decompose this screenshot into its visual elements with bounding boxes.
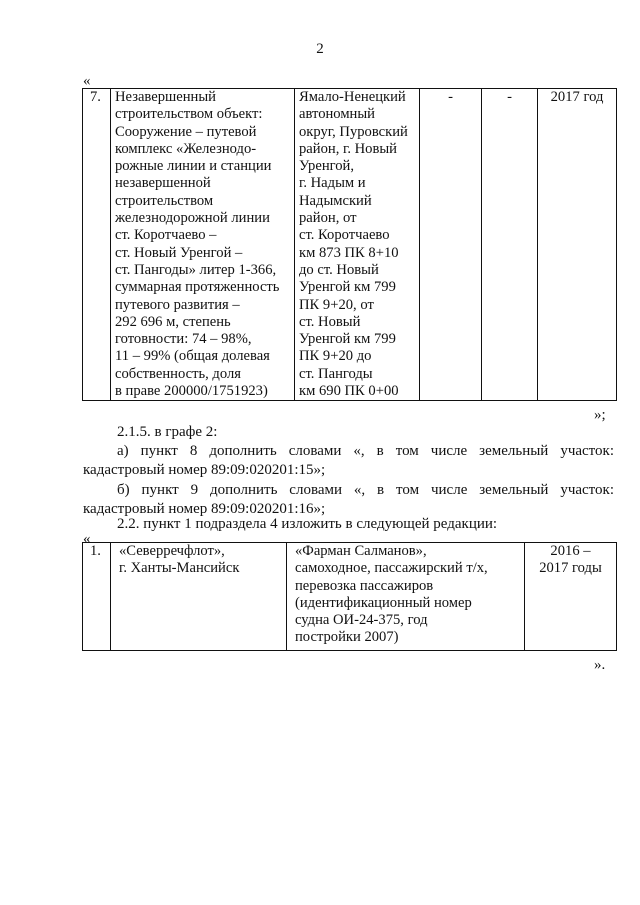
page-number: 2	[316, 41, 324, 57]
paragraph-2-1-5: 2.1.5. в графе 2:	[117, 424, 218, 440]
paragraph-a-line-1: а) пункт 8 дополнить словами «, в том числе земельный участок:	[117, 443, 614, 459]
close-quote-2: ».	[594, 657, 606, 673]
paragraph-b-line-2: кадастровый номер 89:09:020201:16»;	[83, 501, 326, 517]
paragraph-2-2: 2.2. пункт 1 подраздела 4 изложить в следующей редакции:	[117, 516, 498, 532]
table-row	[83, 543, 617, 651]
paragraph-b-line-1: б) пункт 9 дополнить словами «, в том числе земельный участок:	[117, 482, 614, 498]
close-quote-1: »;	[594, 407, 606, 423]
cell-dash-2: -	[482, 89, 538, 401]
cell-year: 2017 год	[538, 89, 617, 401]
company-name: «Северречфлот», г. Ханты-Мансийск	[111, 543, 287, 651]
table-row	[83, 89, 617, 401]
cell-dash-1: -	[420, 89, 482, 401]
item-number: 1.	[83, 543, 111, 651]
years: 2016 – 2017 годы	[525, 543, 617, 651]
object-description: Незавершенный строительством объект: Сооружение – путевой комплекс «Железнодо- рожные линии и станции незавершенной строительством железнодорожной линии ст. Коротчаево – ст. Новый Уренгой – ст. Пангоды» литер 1-366, суммарная протяженность путевого развития – 292 696 м, степень готовности: 74 – 98%, 11 – 99% (общая долевая собственность, доля в праве 200000/1751923)	[111, 89, 295, 401]
object-location: Ямало-Ненецкий автономный округ, Пуровский район, г. Новый Уренгой, г. Надым и Надымский район, от ст. Коротчаево км 873 ПК 8+10 до ст. Новый Уренгой км 799 ПК 9+20, от ст. Новый Уренгой км 799 ПК 9+20 до ст. Пангоды км 690 ПК 0+00	[295, 89, 420, 401]
paragraph-a-line-2: кадастровый номер 89:09:020201:15»;	[83, 462, 326, 478]
vessel-description: «Фарман Салманов», самоходное, пассажирский т/х, перевозка пассажиров (идентификационный номер судна ОИ-24-375, год постройки 2007)	[287, 543, 525, 651]
open-quote-2: «	[83, 531, 91, 547]
table-property-item-7	[82, 88, 617, 401]
item-number: 7.	[83, 89, 111, 401]
table-subsection-4-item-1	[82, 542, 617, 651]
open-quote-1: «	[83, 73, 91, 89]
